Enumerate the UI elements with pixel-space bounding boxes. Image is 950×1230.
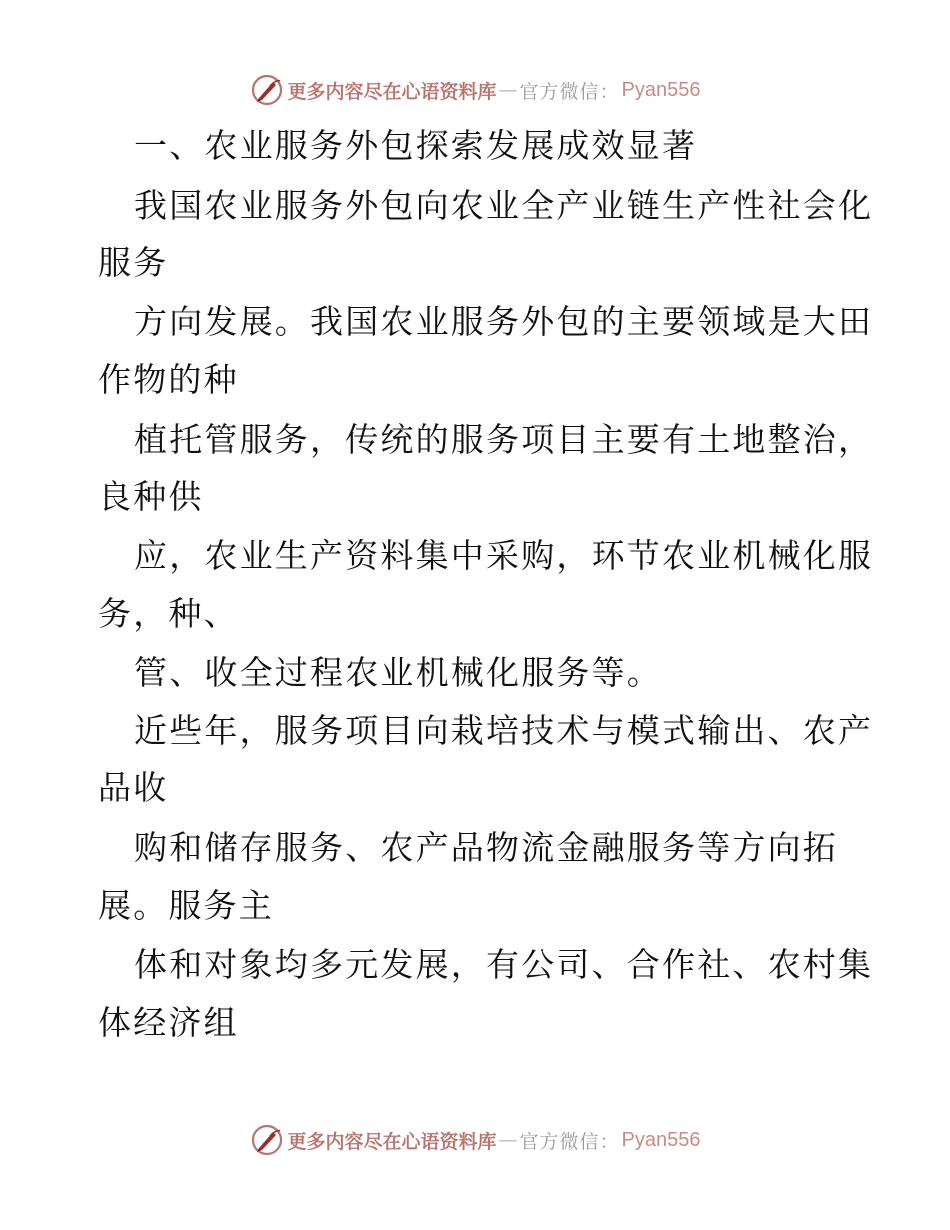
header-brand-text: 更多内容尽在心语资料库 (287, 80, 497, 103)
footer-separator: — (498, 1129, 518, 1151)
header-separator: — (498, 79, 518, 101)
paragraph-line: 品收 (98, 768, 169, 807)
quill-pen-logo-icon (250, 1123, 284, 1157)
header-wechat-label: 官方微信： (519, 80, 620, 103)
paragraph-line: 展。服务主 (98, 886, 274, 925)
paragraph-line: 务，种、 (98, 594, 239, 633)
paragraph-line: 应，农业生产资料集中采购，环节农业机械化服 (134, 536, 874, 575)
paragraph-line: 体经济组 (98, 1003, 239, 1042)
paragraph-line: 方向发展。我国农业服务外包的主要领域是大田 (134, 302, 874, 341)
paragraph-line: 购和储存服务、农产品物流金融服务等方向拓 (134, 828, 838, 867)
paragraph-line: 体和对象均多元发展，有公司、合作社、农村集 (134, 945, 874, 984)
header-wechat-id: Pyan556 (621, 78, 701, 101)
paragraph-line: 近些年，服务项目向栽培技术与模式输出、农产 (134, 711, 874, 750)
footer-watermark (0, 1120, 950, 1160)
footer-wechat-label: 官方微信： (519, 1130, 620, 1153)
paragraph-line: 我国农业服务外包向农业全产业链生产性社会化 (134, 186, 874, 225)
footer-wechat-id: Pyan556 (621, 1128, 701, 1151)
paragraph-line: 管、收全过程农业机械化服务等。 (134, 653, 662, 692)
footer-brand-text: 更多内容尽在心语资料库 (287, 1130, 497, 1153)
paragraph-line: 良种供 (98, 477, 204, 516)
paragraph-line: 服务 (98, 243, 169, 282)
paragraph-line: 植托管服务，传统的服务项目主要有土地整治， (134, 420, 874, 459)
paragraph-line: 作物的种 (98, 360, 239, 399)
section-heading: 一、农业服务外包探索发展成效显著 (134, 126, 698, 165)
